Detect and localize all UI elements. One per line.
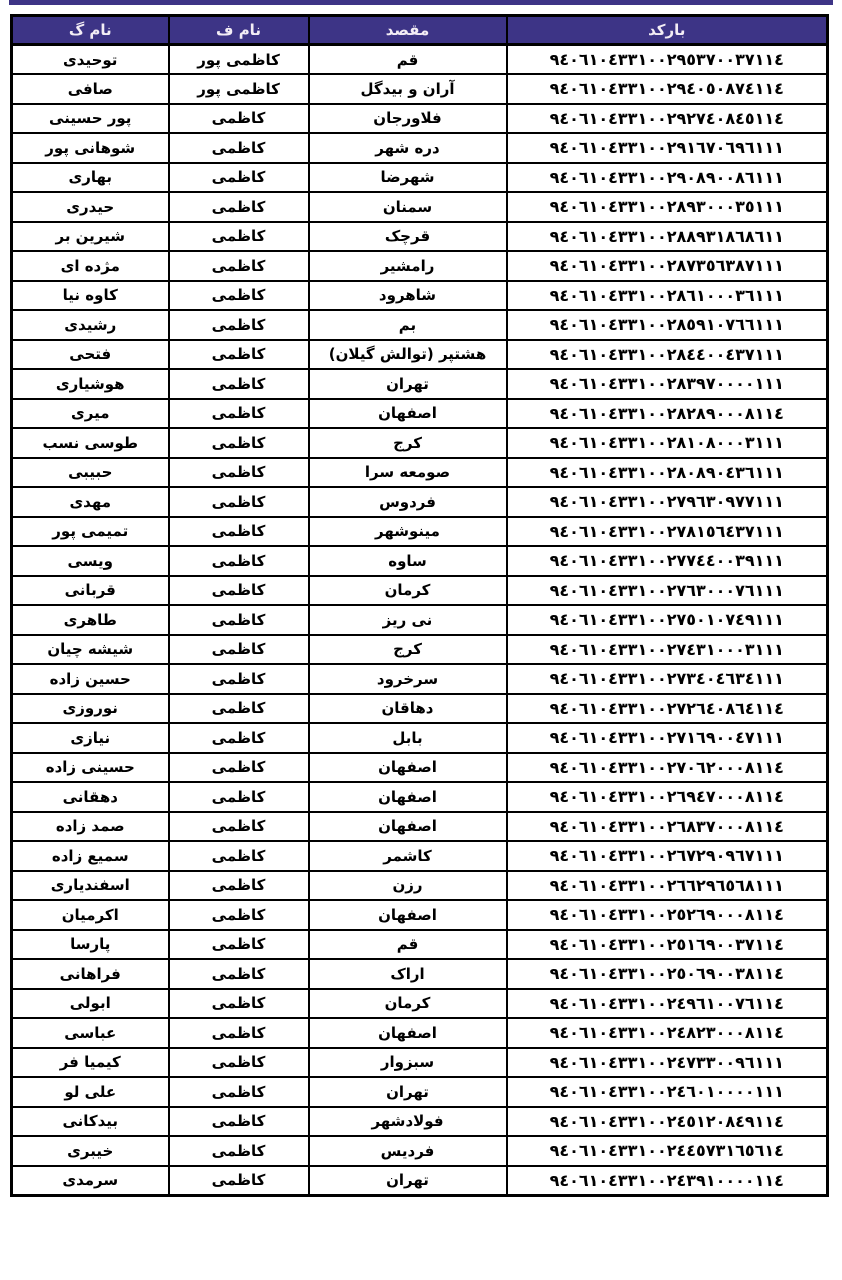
destination-cell: صومعه سرا (309, 458, 507, 488)
barcode-cell: ٩٤٠٦١٠٤٣٣١٠٠٢٧٨١٥٦٤٣٧١١١ (507, 517, 828, 547)
last-name-cell: حسین زاده (12, 664, 169, 694)
destination-cell: سبزوار (309, 1048, 507, 1078)
last-name-cell: سرمدی (12, 1166, 169, 1196)
table-row (12, 1077, 828, 1107)
barcode-cell: ٩٤٠٦١٠٤٣٣١٠٠٢٦٨٣٧٠٠٠٨١١٤ (507, 812, 828, 842)
last-name-cell: هوشیاری (12, 369, 169, 399)
barcode-cell: ٩٤٠٦١٠٤٣٣١٠٠٢٥٠٦٩٠٠٣٨١١٤ (507, 959, 828, 989)
first-name-cell: کاظمی (169, 1048, 309, 1078)
destination-cell: فولادشهر (309, 1107, 507, 1137)
first-name-cell: کاظمی (169, 104, 309, 134)
barcode-cell: ٩٤٠٦١٠٤٣٣١٠٠٢٨١٠٨٠٠٠٣١١١ (507, 428, 828, 458)
first-name-cell: کاظمی (169, 399, 309, 429)
table-row (12, 1048, 828, 1078)
first-name-cell: کاظمی (169, 841, 309, 871)
destination-cell: اصفهان (309, 399, 507, 429)
destination-cell: فلاورجان (309, 104, 507, 134)
first-name-cell: کاظمی (169, 635, 309, 665)
first-name-cell: کاظمی (169, 458, 309, 488)
table-row (12, 959, 828, 989)
last-name-cell: طاهری (12, 605, 169, 635)
first-name-cell: کاظمی (169, 664, 309, 694)
first-name-cell: کاظمی (169, 340, 309, 370)
last-name-cell: دهقانی (12, 782, 169, 812)
first-name-cell: کاظمی (169, 1136, 309, 1166)
destination-cell: بم (309, 310, 507, 340)
first-name-cell: کاظمی (169, 723, 309, 753)
first-name-cell: کاظمی (169, 782, 309, 812)
last-name-cell: نیازی (12, 723, 169, 753)
last-name-cell: علی لو (12, 1077, 169, 1107)
barcode-cell: ٩٤٠٦١٠٤٣٣١٠٠٢٤٧٣٣٠٠٩٦١١١ (507, 1048, 828, 1078)
column-header-last-name: نام گ (12, 16, 169, 45)
last-name-cell: رشیدی (12, 310, 169, 340)
table-row (12, 428, 828, 458)
table-row (12, 163, 828, 193)
table-row (12, 930, 828, 960)
table-row (12, 635, 828, 665)
last-name-cell: توحیدی (12, 45, 169, 75)
table-row (12, 458, 828, 488)
table-row (12, 310, 828, 340)
last-name-cell: پور حسینی (12, 104, 169, 134)
last-name-cell: میری (12, 399, 169, 429)
first-name-cell: کاظمی (169, 959, 309, 989)
last-name-cell: شوهانی پور (12, 133, 169, 163)
table-row (12, 192, 828, 222)
barcode-cell: ٩٤٠٦١٠٤٣٣١٠٠٢٤٨٢٣٠٠٠٨١١٤ (507, 1018, 828, 1048)
last-name-cell: قربانی (12, 576, 169, 606)
table-row (12, 576, 828, 606)
last-name-cell: مهدی (12, 487, 169, 517)
column-header-first-name: نام ف (169, 16, 309, 45)
destination-cell: بابل (309, 723, 507, 753)
barcode-cell: ٩٤٠٦١٠٤٣٣١٠٠٢٤٩٦١٠٠٧٦١١٤ (507, 989, 828, 1019)
first-name-cell: کاظمی (169, 251, 309, 281)
barcode-cell: ٩٤٠٦١٠٤٣٣١٠٠٢٧٥٠١٠٧٤٩١١١ (507, 605, 828, 635)
destination-cell: اصفهان (309, 753, 507, 783)
first-name-cell: کاظمی (169, 133, 309, 163)
barcode-cell: ٩٤٠٦١٠٤٣٣١٠٠٢٧٢٦٤٠٨٦٤١١٤ (507, 694, 828, 724)
table-header (12, 16, 828, 45)
table-row (12, 399, 828, 429)
barcode-cell: ٩٤٠٦١٠٤٣٣١٠٠٢٤٣٩١٠٠٠٠١١٤ (507, 1166, 828, 1196)
table-row (12, 1107, 828, 1137)
table-row (12, 517, 828, 547)
first-name-cell: کاظمی (169, 694, 309, 724)
table-row (12, 1166, 828, 1196)
barcode-cell: ٩٤٠٦١٠٤٣٣١٠٠٢٧٤٣١٠٠٠٣١١١ (507, 635, 828, 665)
destination-cell: دره شهر (309, 133, 507, 163)
last-name-cell: شیشه چیان (12, 635, 169, 665)
last-name-cell: کاوه نیا (12, 281, 169, 311)
barcode-cell: ٩٤٠٦١٠٤٣٣١٠٠٢٨٩٣٠٠٠٣٥١١١ (507, 192, 828, 222)
destination-cell: سمنان (309, 192, 507, 222)
first-name-cell: کاظمی (169, 753, 309, 783)
column-header-destination: مقصد (309, 16, 507, 45)
last-name-cell: حبیبی (12, 458, 169, 488)
top-strip-decoration (9, 0, 833, 5)
barcode-cell: ٩٤٠٦١٠٤٣٣١٠٠٢٤٤٥٧٣١٦٥٦١٤ (507, 1136, 828, 1166)
last-name-cell: صافی (12, 74, 169, 104)
last-name-cell: عباسی (12, 1018, 169, 1048)
table-row (12, 74, 828, 104)
destination-cell: رامشیر (309, 251, 507, 281)
last-name-cell: کیمیا فر (12, 1048, 169, 1078)
destination-cell: قم (309, 930, 507, 960)
last-name-cell: اکرمیان (12, 900, 169, 930)
barcode-cell: ٩٤٠٦١٠٤٣٣١٠٠٢٦٩٤٧٠٠٠٨١١٤ (507, 782, 828, 812)
first-name-cell: کاظمی (169, 1077, 309, 1107)
barcode-cell: ٩٤٠٦١٠٤٣٣١٠٠٢٧٧٤٤٠٠٣٩١١١ (507, 546, 828, 576)
last-name-cell: فراهانی (12, 959, 169, 989)
barcode-cell: ٩٤٠٦١٠٤٣٣١٠٠٢٥٢٦٩٠٠٠٨١١٤ (507, 900, 828, 930)
table-row (12, 340, 828, 370)
table-row (12, 871, 828, 901)
table-row (12, 841, 828, 871)
destination-cell: قرچک (309, 222, 507, 252)
barcode-cell: ٩٤٠٦١٠٤٣٣١٠٠٢٧٦٣٠٠٠٧٦١١١ (507, 576, 828, 606)
barcode-cell: ٩٤٠٦١٠٤٣٣١٠٠٢٨٢٨٩٠٠٠٨١١٤ (507, 399, 828, 429)
first-name-cell: کاظمی (169, 1166, 309, 1196)
table-row (12, 782, 828, 812)
barcode-cell: ٩٤٠٦١٠٤٣٣١٠٠٢٨٣٩٧٠٠٠٠١١١ (507, 369, 828, 399)
last-name-cell: حیدری (12, 192, 169, 222)
destination-cell: کرج (309, 635, 507, 665)
last-name-cell: مژده ای (12, 251, 169, 281)
barcode-cell: ٩٤٠٦١٠٤٣٣١٠٠٢٧٩٦٣٠٩٧٧١١١ (507, 487, 828, 517)
destination-cell: کرمان (309, 576, 507, 606)
destination-cell: هشتپر (توالش گیلان) (309, 340, 507, 370)
last-name-cell: تمیمی پور (12, 517, 169, 547)
barcode-cell: ٩٤٠٦١٠٤٣٣١٠٠٢٨٥٩١٠٧٦٦١١١ (507, 310, 828, 340)
barcode-cell: ٩٤٠٦١٠٤٣٣١٠٠٢٩٤٠٥٠٨٧٤١١٤ (507, 74, 828, 104)
table-row (12, 281, 828, 311)
table-row (12, 1018, 828, 1048)
barcode-cell: ٩٤٠٦١٠٤٣٣١٠٠٢٩٠٨٩٠٠٨٦١١١ (507, 163, 828, 193)
table-row (12, 487, 828, 517)
last-name-cell: فتحی (12, 340, 169, 370)
first-name-cell: کاظمی (169, 281, 309, 311)
table-row (12, 222, 828, 252)
first-name-cell: کاظمی (169, 487, 309, 517)
table-row (12, 753, 828, 783)
table-row (12, 1136, 828, 1166)
table-row (12, 605, 828, 635)
last-name-cell: بهاری (12, 163, 169, 193)
last-name-cell: نوروزی (12, 694, 169, 724)
barcode-cell: ٩٤٠٦١٠٤٣٣١٠٠٢٦٧٢٩٠٩٦٧١١١ (507, 841, 828, 871)
first-name-cell: کاظمی (169, 930, 309, 960)
barcode-cell: ٩٤٠٦١٠٤٣٣١٠٠٢٧٠٦٢٠٠٠٨١١٤ (507, 753, 828, 783)
first-name-cell: کاظمی (169, 605, 309, 635)
header-row (12, 16, 828, 45)
barcode-cell: ٩٤٠٦١٠٤٣٣١٠٠٢٨٨٩٣١٨٦٨٦١١ (507, 222, 828, 252)
last-name-cell: حسینی زاده (12, 753, 169, 783)
barcode-cell: ٩٤٠٦١٠٤٣٣١٠٠٢٦٦٢٩٦٥٦٨١١١ (507, 871, 828, 901)
table-row (12, 133, 828, 163)
barcode-cell: ٩٤٠٦١٠٤٣٣١٠٠٢٨٤٤٠٠٤٣٧١١١ (507, 340, 828, 370)
destination-cell: دهاقان (309, 694, 507, 724)
first-name-cell: کاظمی (169, 222, 309, 252)
last-name-cell: شیرین بر (12, 222, 169, 252)
first-name-cell: کاظمی (169, 517, 309, 547)
table-row (12, 251, 828, 281)
first-name-cell: کاظمی (169, 369, 309, 399)
last-name-cell: اسفندیاری (12, 871, 169, 901)
first-name-cell: کاظمی پور (169, 74, 309, 104)
destination-cell: اصفهان (309, 812, 507, 842)
destination-cell: اصفهان (309, 782, 507, 812)
first-name-cell: کاظمی پور (169, 45, 309, 75)
table-row (12, 45, 828, 75)
first-name-cell: کاظمی (169, 1018, 309, 1048)
destination-cell: تهران (309, 369, 507, 399)
destination-cell: فردیس (309, 1136, 507, 1166)
destination-cell: اراک (309, 959, 507, 989)
first-name-cell: کاظمی (169, 576, 309, 606)
table-row (12, 812, 828, 842)
table-row (12, 546, 828, 576)
destination-cell: کاشمر (309, 841, 507, 871)
first-name-cell: کاظمی (169, 1107, 309, 1137)
last-name-cell: طوسی نسب (12, 428, 169, 458)
table-row (12, 723, 828, 753)
destination-cell: نی ریز (309, 605, 507, 635)
destination-cell: اصفهان (309, 900, 507, 930)
barcode-cell: ٩٤٠٦١٠٤٣٣١٠٠٢٩١٦٧٠٦٩٦١١١ (507, 133, 828, 163)
first-name-cell: کاظمی (169, 163, 309, 193)
column-header-barcode: بارکد (507, 16, 828, 45)
destination-cell: مینوشهر (309, 517, 507, 547)
barcode-cell: ٩٤٠٦١٠٤٣٣١٠٠٢٥١٦٩٠٠٣٧١١٤ (507, 930, 828, 960)
destination-cell: رزن (309, 871, 507, 901)
first-name-cell: کاظمی (169, 192, 309, 222)
table-row (12, 664, 828, 694)
barcode-cell: ٩٤٠٦١٠٤٣٣١٠٠٢٨٧٣٥٦٣٨٧١١١ (507, 251, 828, 281)
last-name-cell: بیدکانی (12, 1107, 169, 1137)
last-name-cell: ویسی (12, 546, 169, 576)
destination-cell: آران و بیدگل (309, 74, 507, 104)
barcode-cell: ٩٤٠٦١٠٤٣٣١٠٠٢٨٠٨٩٠٤٣٦١١١ (507, 458, 828, 488)
first-name-cell: کاظمی (169, 428, 309, 458)
table-row (12, 104, 828, 134)
destination-cell: تهران (309, 1166, 507, 1196)
barcode-cell: ٩٤٠٦١٠٤٣٣١٠٠٢٧٣٤٠٤٦٣٤١١١ (507, 664, 828, 694)
destination-cell: کرج (309, 428, 507, 458)
table-row (12, 694, 828, 724)
first-name-cell: کاظمی (169, 546, 309, 576)
last-name-cell: ابولی (12, 989, 169, 1019)
destination-cell: سرخرود (309, 664, 507, 694)
barcode-cell: ٩٤٠٦١٠٤٣٣١٠٠٢٧١٦٩٠٠٤٧١١١ (507, 723, 828, 753)
barcode-cell: ٩٤٠٦١٠٤٣٣١٠٠٢٤٥١٢٠٨٤٩١١٤ (507, 1107, 828, 1137)
destination-cell: شهرضا (309, 163, 507, 193)
barcode-cell: ٩٤٠٦١٠٤٣٣١٠٠٢٩٥٣٧٠٠٣٧١١٤ (507, 45, 828, 75)
destination-cell: کرمان (309, 989, 507, 1019)
barcode-cell: ٩٤٠٦١٠٤٣٣١٠٠٢٤٦٠١٠٠٠٠١١١ (507, 1077, 828, 1107)
last-name-cell: پارسا (12, 930, 169, 960)
last-name-cell: خیبری (12, 1136, 169, 1166)
destination-cell: تهران (309, 1077, 507, 1107)
last-name-cell: سمیع زاده (12, 841, 169, 871)
table-row (12, 900, 828, 930)
destination-cell: قم (309, 45, 507, 75)
table-row (12, 989, 828, 1019)
table-row (12, 369, 828, 399)
shipment-manifest-table (10, 14, 829, 1197)
first-name-cell: کاظمی (169, 310, 309, 340)
barcode-cell: ٩٤٠٦١٠٤٣٣١٠٠٢٩٢٧٤٠٨٤٥١١٤ (507, 104, 828, 134)
last-name-cell: صمد زاده (12, 812, 169, 842)
first-name-cell: کاظمی (169, 989, 309, 1019)
first-name-cell: کاظمی (169, 812, 309, 842)
first-name-cell: کاظمی (169, 900, 309, 930)
destination-cell: شاهرود (309, 281, 507, 311)
destination-cell: ساوه (309, 546, 507, 576)
destination-cell: فردوس (309, 487, 507, 517)
destination-cell: اصفهان (309, 1018, 507, 1048)
first-name-cell: کاظمی (169, 871, 309, 901)
table-body (12, 45, 828, 1196)
barcode-cell: ٩٤٠٦١٠٤٣٣١٠٠٢٨٦١٠٠٠٣٦١١١ (507, 281, 828, 311)
